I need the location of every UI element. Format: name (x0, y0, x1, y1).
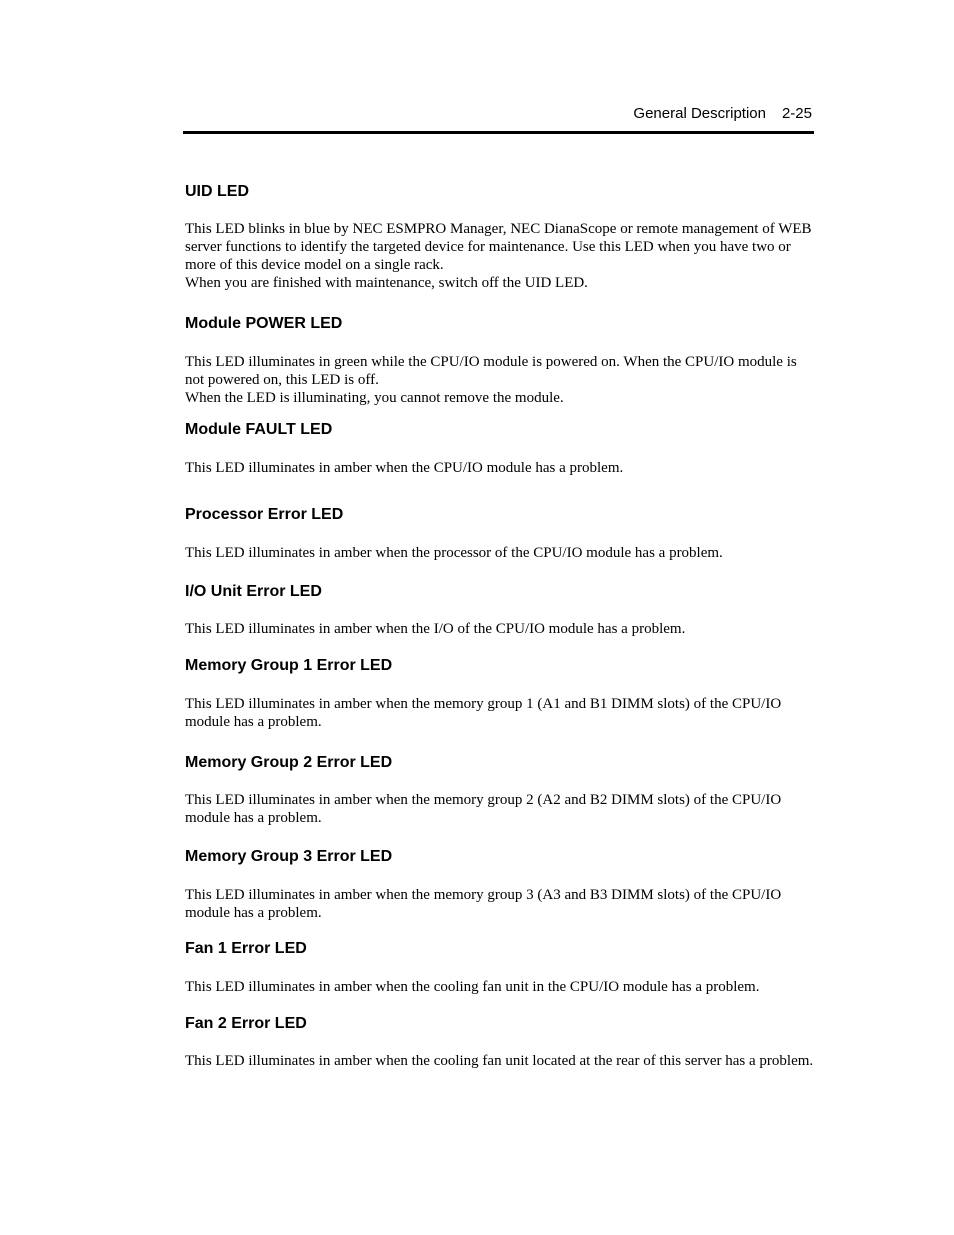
section-module-fault-led (185, 420, 815, 477)
header-section-title: General Description (633, 105, 766, 122)
section-paragraph: This LED illuminates in amber when the memory group 3 (A3 and B3 DIMM slots) of the CPU/IO module has a problem. (185, 887, 782, 921)
section-memory-group-2-error-led (185, 753, 815, 827)
section-uid-led (185, 182, 815, 292)
page-number: 2-25 (781, 105, 812, 122)
section-paragraph: This LED illuminates in amber when the I/O of the CPU/IO module has a problem. (185, 621, 686, 637)
section-paragraph: This LED blinks in blue by NEC ESMPRO Manager, NEC DianaScope or remote management of WEB server functions to identify the targeted device for maintenance. Use this LED when you have two or more of this device model on a single rack. (185, 221, 812, 273)
section-paragraph: This LED illuminates in amber when the cooling fan unit in the CPU/IO module has a problem. (185, 979, 760, 995)
page-header (183, 104, 814, 134)
section-heading: Memory Group 2 Error LED (185, 754, 393, 771)
section-module-power-led (185, 314, 815, 407)
section-heading: UID LED (185, 183, 249, 200)
section-fan-2-error-led (185, 1014, 815, 1070)
header-text (633, 105, 812, 122)
section-heading: Fan 1 Error LED (185, 940, 307, 957)
section-paragraph: This LED illuminates in amber when the cooling fan unit located at the rear of this server has a problem. (185, 1053, 814, 1069)
section-paragraph: This LED illuminates in amber when the memory group 2 (A2 and B2 DIMM slots) of the CPU/IO module has a problem. (185, 792, 782, 826)
section-heading: Processor Error LED (185, 506, 344, 523)
section-fan-1-error-led (185, 939, 815, 996)
section-heading: I/O Unit Error LED (185, 583, 322, 600)
section-paragraph: This LED illuminates in amber when the memory group 1 (A1 and B1 DIMM slots) of the CPU/IO module has a problem. (185, 696, 782, 730)
section-paragraph: When the LED is illuminating, you cannot remove the module. (185, 390, 564, 406)
section-io-unit-error-led (185, 582, 815, 638)
section-heading: Memory Group 3 Error LED (185, 848, 393, 865)
section-paragraph: This LED illuminates in green while the CPU/IO module is powered on. When the CPU/IO module is not powered on, this LED is off. (185, 354, 797, 388)
section-memory-group-1-error-led (185, 656, 815, 731)
section-heading: Module POWER LED (185, 315, 343, 332)
section-heading: Memory Group 1 Error LED (185, 657, 393, 674)
section-paragraph: When you are finished with maintenance, switch off the UID LED. (185, 275, 588, 291)
section-paragraph: This LED illuminates in amber when the CPU/IO module has a problem. (185, 460, 624, 476)
section-memory-group-3-error-led (185, 847, 815, 922)
section-paragraph: This LED illuminates in amber when the processor of the CPU/IO module has a problem. (185, 545, 723, 561)
section-heading: Module FAULT LED (185, 421, 333, 438)
section-heading: Fan 2 Error LED (185, 1015, 307, 1032)
section-processor-error-led (185, 505, 815, 562)
